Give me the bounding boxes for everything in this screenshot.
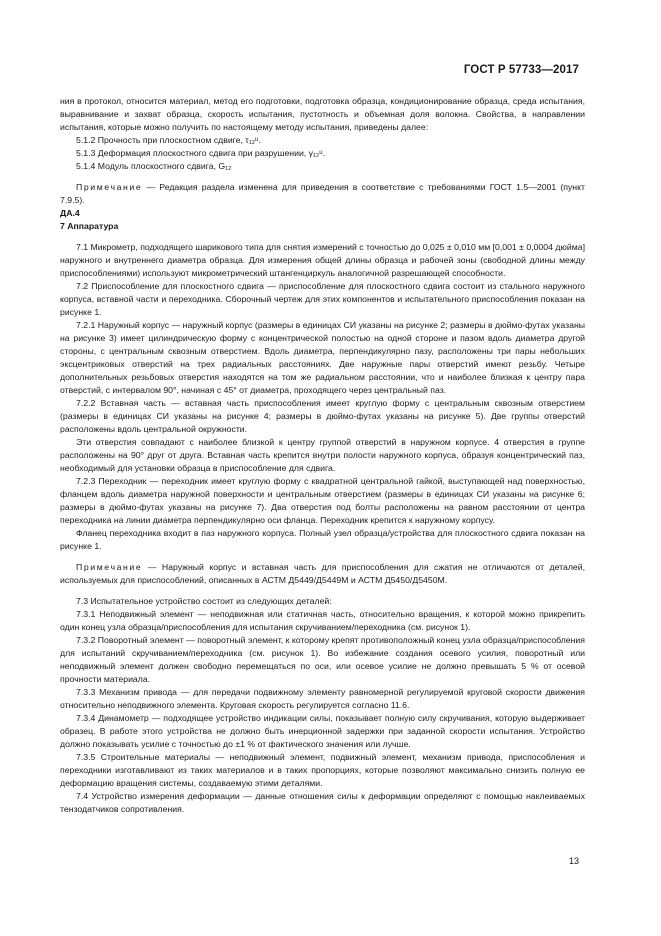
page-body [60,95,585,816]
document-code: ГОСТ Р 57733—2017 [463,64,579,76]
paragraph-continuation: ния в протокол, относится материал, метод его подготовки, подготовка образца, кондиционирование образца, среда испытания, выравнивание и захват образца, скорость испытания, пустотность и объемная доля волокна. Свойства, в направлении испытания, которые можно получить по настоящему методу испытания, приведены далее: [60,96,585,132]
para-7-2: 7.2 Приспособление для плоскостного сдвига — приспособление для плоскостного сдвига состоит из стального наружного корпуса, вставной части и переходника. Сборочный чертеж для этих компонентов и испытательного приспособления показан на рисунке 1. [60,281,585,317]
para-7-2-2: 7.2.2 Вставная часть — вставная часть приспособления имеет круглую форму с центральным сквозным отверстием (размеры в единицах СИ указаны на рисунке 4; размеры в дюймо-футах указаны на рисунке 5). Две группы отверстий расположены вдоль центральной окружности. [60,398,585,434]
para-7-2-1: 7.2.1 Наружный корпус — наружный корпус (размеры в единицах СИ указаны на рисунке 2; размеры в дюймо-футах указаны на рисунке 3) имеет цилиндрическую форму с концентрической полостью на одной стороне и пазом вдоль диаметра другой стороны, с центральным сквозным отверстием. Вдоль диаметра, перпендикулярно пазу, расположены три пары небольших эксцентриковых отверстий на трех радиальных расстояниях. Две наружные пары отверстий имеют резьбу. Четыре дополнительных резьбовых отверстия находятся на том же радиальном расстоянии, что и наиболее близкая к центру пара отверстий, с интервалом 90°, начиная с 45° от диаметра, проходящего через центральный паз. [60,320,585,395]
page-number: 13 [568,856,579,866]
para-holes: Эти отверстия совпадают с наиболее близкой к центру группой отверстий в наружном корпусе. 4 отверстия в группе расположены на 90° друг от друга. Вставная часть крепится внутри полости наружного корпуса, образуя концентрический паз, необходимый для установки образца в приспособление для сдвига. [60,437,585,473]
para-7-1: 7.1 Микрометр, подходящего шарикового типа для снятия измерений с точностью до 0,025 ± 0,010 мм [0,001 ± 0,0004 дюйма] наружного и внутреннего диаметра образца. Для измерения общей длины образца и рабочей зоны (свободной длины между приспособлениями) используют микрометрический штангенциркуль аналогичной разрешающей способности. [60,242,585,278]
para-7-3-2: 7.3.2 Поворотный элемент — поворотный элемент, к которому крепят противоположный конец узла образца/приспособления для испытаний скручиванием/переходника (см. рисунок 1). Во избежание создания осевого усилия, поворотный или неподвижный элемент должен свободно перемещаться по оси, или осевое усилие не должно превышать 5 % от осевой прочности материала. [60,635,585,684]
item-5-1-2: 5.1.2 Прочность при плоскостном сдвиге, τ₁₂ᵘ. [76,135,261,145]
note-label: Примечание [76,562,143,572]
annex-heading: ДА.4 [60,208,80,218]
note-2 [60,561,585,587]
para-7-3: 7.3 Испытательное устройство состоит из следующих деталей: [76,596,332,606]
note-label: Примечание [76,182,143,192]
item-5-1-3: 5.1.3 Деформация плоскостного сдвига при разрушении, γ₁₂ᵘ. [76,148,326,158]
note-text: — Наружный корпус и вставная часть для приспособления для сжатия не отличаются от деталей, используемых для приспособлений, описанных в АСТМ Д5449/Д5449М и АСТМ Д5450/Д5450М. [60,562,585,585]
para-7-3-5: 7.3.5 Строительные материалы — неподвижный элемент, подвижный элемент, механизм привода, приспособления и переходники изготавливают из таких материалов и в таких пропорциях, которые позволяют максимально снизить полную ее деформацию вращения системы, создаваемую этими деталями. [60,752,585,788]
para-7-3-1: 7.3.1 Неподвижный элемент — неподвижная или статичная часть, относительно вращения, к которой можно прикрепить один конец узла образца/приспособления для испытания скручиванием/переходника (см. рисунок 1). [60,609,585,632]
note-text: — Редакция раздела изменена для приведения в соответствие с требованиями ГОСТ 1.5—2001 (пункт 7.9.5). [60,182,585,205]
section-heading: 7 Аппаратура [60,221,119,231]
note-1 [60,181,585,207]
para-7-3-4: 7.3.4 Динамометр — подходящее устройство индикации силы, показывает полную силу скручивания, которую выдерживает образец. В работе этого устройства не должно быть инерционной задержки при заданной скорости испытания. Устройство должно показывать усилие с точностью до ±1 % от фактического значения или лучше. [60,713,585,749]
para-7-3-3: 7.3.3 Механизм привода — для передачи подвижному элементу равномерной регулируемой круговой скорости движения относительно неподвижного элемента. Круговая скорость регулируется согласно 11.6. [60,687,585,710]
para-7-2-3: 7.2.3 Переходник — переходник имеет круглую форму с квадратной центральной гайкой, выступающей над поверхностью, фланцем вдоль диаметра наружной поверхности и центральным отверстием (размеры в единицах СИ указаны на рисунке 6; размеры в дюймо-футах указаны на рисунке 7). Два отверстия под болты расположены на равном расстоянии от центра переходника на линии диаметра перпендикулярно оси фланца. Переходник крепится к наружному корпусу. [60,476,585,525]
item-5-1-4: 5.1.4 Модуль плоскостного сдвига, G₁₂ [76,161,232,171]
para-7-4: 7.4 Устройство измерения деформации — данные отношения силы к деформации определяют с помощью наклеиваемых тензодатчиков сопротивления. [60,791,585,814]
para-flange: Фланец переходника входит в паз наружного корпуса. Полный узел образца/устройства для плоскостного сдвига показан на рисунке 1. [60,528,585,551]
